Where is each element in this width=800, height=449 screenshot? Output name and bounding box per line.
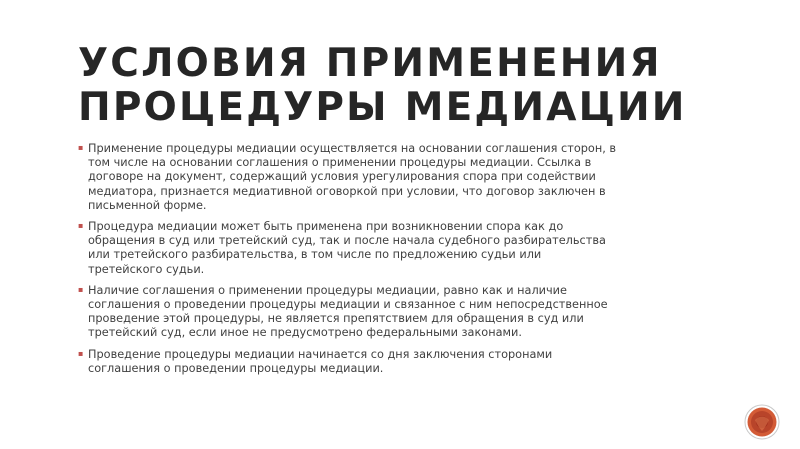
bullet-text — [88, 348, 728, 376]
bullet-item-4 — [78, 348, 728, 376]
bullet-line: письменной форме. — [88, 198, 207, 212]
bullet-line: соглашения о проведении процедуры медиации. — [88, 361, 384, 375]
bullet-line: третейский суд, если иное не предусмотрено федеральными законами. — [88, 326, 522, 340]
bullet-line: проведение этой процедуры, не является препятствием для обращения в суд или — [88, 312, 584, 326]
bullet-marker-icon: ▪ — [78, 348, 84, 358]
bullet-line: Процедура медиации может быть применена при возникновении спора как до — [88, 220, 564, 234]
slide-title — [78, 42, 758, 130]
bullet-line: соглашения о проведении процедуры медиации и связанное с ним непосредственное — [88, 298, 608, 312]
bullet-line: медиатора, признается медиативной оговоркой при условии, что договор заключен в — [88, 184, 606, 198]
bullet-line: Проведение процедуры медиации начинается со дня заключения сторонами — [88, 347, 553, 361]
bullet-line: договоре на документ, содержащий условия урегулирования спора при содействии — [88, 170, 596, 184]
bullet-line: третейского судьи. — [88, 262, 205, 276]
bullet-item-2 — [78, 220, 728, 277]
bullet-line: Применение процедуры медиации осуществляется на основании соглашения сторон, в — [88, 142, 617, 155]
bullet-item-3 — [78, 284, 728, 341]
bullet-line: или третейского разбирательства, в том числе по предложению судьи или — [88, 248, 542, 262]
bullet-marker-icon: ▪ — [78, 221, 84, 231]
slide-title-line-2: ПРОЦЕДУРЫ МЕДИАЦИИ — [78, 85, 687, 130]
bullet-line: Наличие соглашения о применении процедуры медиации, равно как и наличие — [88, 283, 567, 297]
slide-title-line-1: УСЛОВИЯ ПРИМЕНЕНИЯ — [78, 41, 662, 86]
bullet-marker-icon: ▪ — [78, 143, 84, 152]
bullet-item-1 — [78, 142, 728, 213]
bullet-text — [88, 284, 728, 341]
bullet-line: обращения в суд или третейский суд, так и после начала судебного разбирательства — [88, 234, 606, 248]
emblem-icon — [744, 404, 780, 440]
bullet-text — [88, 220, 728, 277]
bullet-marker-icon: ▪ — [78, 284, 84, 294]
bullet-list — [78, 142, 728, 383]
bullet-line: том числе на основании соглашения о применении процедуры медиации. Ссылка в — [88, 156, 592, 170]
bullet-text — [88, 142, 728, 213]
